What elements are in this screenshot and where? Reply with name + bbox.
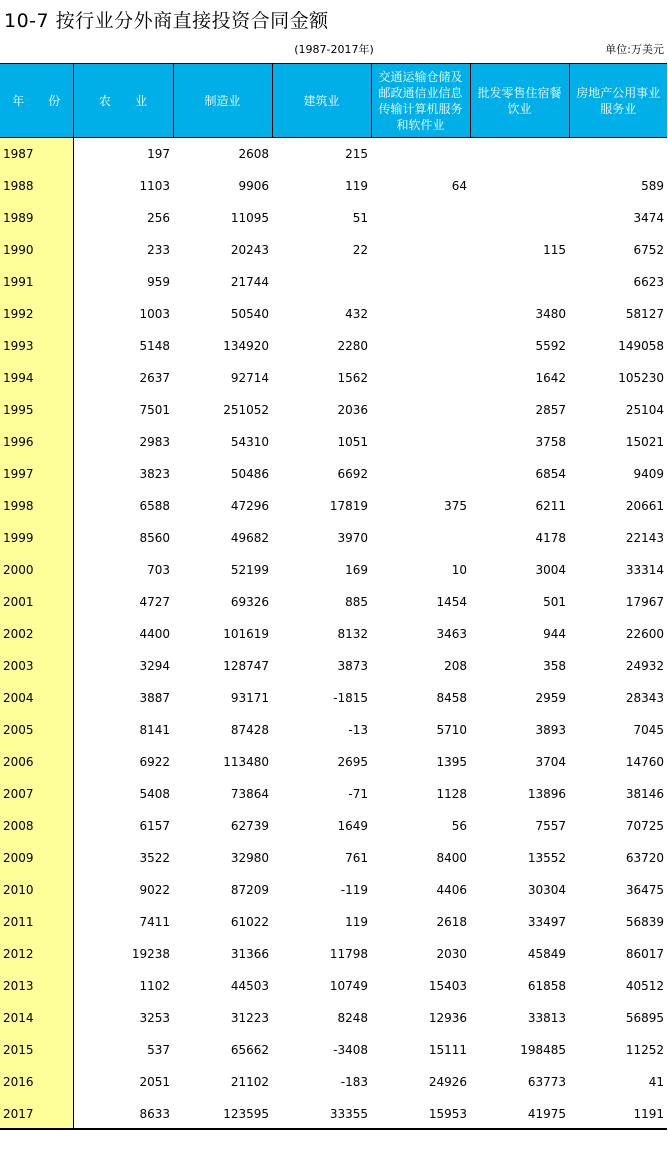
construction-cell: 2280 [337, 339, 368, 353]
manufacturing-cell: 87428 [230, 723, 269, 737]
year-cell: 2014 [0, 1002, 73, 1034]
wholesale-retail-cell: 30304 [527, 883, 566, 897]
real-estate-cell: 20661 [625, 499, 664, 513]
agriculture-cell: 9022 [139, 883, 170, 897]
manufacturing-cell: 134920 [223, 339, 269, 353]
construction-cell: 22 [352, 243, 368, 257]
year-cell: 2001 [0, 586, 73, 618]
table-row [0, 842, 667, 874]
wholesale-retail-cell: 41975 [527, 1107, 566, 1121]
wholesale-retail-cell: 358 [543, 659, 566, 673]
real-estate-cell: 86017 [625, 947, 664, 961]
agriculture-cell: 2983 [139, 435, 170, 449]
agriculture-cell: 256 [147, 211, 170, 225]
header-manufacturing: 制造业 [173, 64, 272, 138]
wholesale-retail-cell: 198485 [520, 1043, 566, 1057]
transport-it-cell: 2618 [436, 915, 467, 929]
real-estate-cell: 1191 [633, 1107, 664, 1121]
construction-cell: -183 [340, 1075, 368, 1089]
real-estate-cell: 22600 [625, 627, 664, 641]
agriculture-cell: 2637 [139, 371, 170, 385]
construction-cell: 2695 [337, 755, 368, 769]
manufacturing-cell: 21744 [230, 275, 269, 289]
year-cell: 1990 [0, 234, 73, 266]
construction-cell: 33355 [329, 1107, 368, 1121]
transport-it-cell [371, 330, 470, 362]
real-estate-cell: 105230 [618, 371, 664, 385]
transport-it-cell: 5710 [436, 723, 467, 737]
real-estate-cell: 28343 [625, 691, 664, 705]
year-cell: 2009 [0, 842, 73, 874]
table-row [0, 970, 667, 1002]
manufacturing-cell: 21102 [230, 1075, 269, 1089]
agriculture-cell: 3823 [139, 467, 170, 481]
table-row [0, 1034, 667, 1066]
wholesale-retail-cell: 7557 [535, 819, 566, 833]
manufacturing-cell: 54310 [230, 435, 269, 449]
construction-cell: 3873 [337, 659, 368, 673]
manufacturing-cell: 32980 [230, 851, 269, 865]
table-row [0, 746, 667, 778]
transport-it-cell: 8400 [436, 851, 467, 865]
agriculture-cell: 3887 [139, 691, 170, 705]
real-estate-cell: 36475 [625, 883, 664, 897]
manufacturing-cell: 73864 [230, 787, 269, 801]
agriculture-cell: 197 [147, 147, 170, 161]
table-row [0, 330, 667, 362]
table-row [0, 202, 667, 234]
transport-it-cell: 1454 [436, 595, 467, 609]
manufacturing-cell: 49682 [230, 531, 269, 545]
real-estate-cell: 11252 [625, 1043, 664, 1057]
year-cell: 2016 [0, 1066, 73, 1098]
real-estate-cell: 33314 [625, 563, 664, 577]
wholesale-retail-cell: 501 [543, 595, 566, 609]
transport-it-cell [371, 138, 470, 171]
wholesale-retail-cell: 2857 [535, 403, 566, 417]
real-estate-cell: 24932 [625, 659, 664, 673]
year-cell: 2002 [0, 618, 73, 650]
manufacturing-cell: 31223 [230, 1011, 269, 1025]
manufacturing-cell: 11095 [230, 211, 269, 225]
real-estate-cell: 25104 [625, 403, 664, 417]
construction-cell: 1649 [337, 819, 368, 833]
wholesale-retail-cell: 3758 [535, 435, 566, 449]
wholesale-retail-cell: 3893 [535, 723, 566, 737]
real-estate-cell: 9409 [633, 467, 664, 481]
manufacturing-cell: 113480 [223, 755, 269, 769]
wholesale-retail-cell [470, 170, 569, 202]
transport-it-cell: 24926 [428, 1075, 467, 1089]
construction-cell: 119 [345, 915, 368, 929]
real-estate-cell: 56839 [625, 915, 664, 929]
year-cell: 2006 [0, 746, 73, 778]
manufacturing-cell: 62739 [230, 819, 269, 833]
year-cell: 2003 [0, 650, 73, 682]
agriculture-cell: 6588 [139, 499, 170, 513]
agriculture-cell: 8633 [139, 1107, 170, 1121]
table-row [0, 810, 667, 842]
transport-it-cell [371, 362, 470, 394]
wholesale-retail-cell: 5592 [535, 339, 566, 353]
construction-cell: -119 [340, 883, 368, 897]
real-estate-cell: 58127 [625, 307, 664, 321]
construction-cell: 432 [345, 307, 368, 321]
wholesale-retail-cell: 1642 [535, 371, 566, 385]
table-row [0, 1098, 667, 1130]
transport-it-cell: 208 [444, 659, 467, 673]
real-estate-cell: 38146 [625, 787, 664, 801]
real-estate-cell: 15021 [625, 435, 664, 449]
agriculture-cell: 537 [147, 1043, 170, 1057]
real-estate-cell: 40512 [625, 979, 664, 993]
agriculture-cell: 1103 [139, 179, 170, 193]
wholesale-retail-cell: 13552 [527, 851, 566, 865]
transport-it-cell [371, 426, 470, 458]
table-row [0, 266, 667, 298]
construction-cell: 1562 [337, 371, 368, 385]
transport-it-cell: 4406 [436, 883, 467, 897]
year-cell: 1987 [0, 138, 73, 171]
manufacturing-cell: 92714 [230, 371, 269, 385]
year-cell: 2007 [0, 778, 73, 810]
table-row [0, 1002, 667, 1034]
manufacturing-cell: 47296 [230, 499, 269, 513]
manufacturing-cell: 128747 [223, 659, 269, 673]
manufacturing-cell: 251052 [223, 403, 269, 417]
transport-it-cell: 56 [451, 819, 467, 833]
real-estate-cell: 7045 [633, 723, 664, 737]
table-row [0, 170, 667, 202]
table-bottom-rule [0, 1128, 667, 1130]
agriculture-cell: 2051 [139, 1075, 170, 1089]
real-estate-cell: 70725 [625, 819, 664, 833]
agriculture-cell: 3294 [139, 659, 170, 673]
construction-cell: 11798 [329, 947, 368, 961]
real-estate-cell [569, 138, 667, 171]
transport-it-cell [371, 266, 470, 298]
table-row [0, 426, 667, 458]
wholesale-retail-cell: 33813 [527, 1011, 566, 1025]
construction-cell: 8248 [337, 1011, 368, 1025]
wholesale-retail-cell [470, 266, 569, 298]
contract-amount-table [0, 63, 667, 1130]
construction-cell: 119 [345, 179, 368, 193]
real-estate-cell: 589 [641, 179, 664, 193]
transport-it-cell [371, 202, 470, 234]
wholesale-retail-cell: 6211 [535, 499, 566, 513]
header-agriculture: 农 业 [73, 64, 173, 138]
transport-it-cell: 10 [451, 563, 467, 577]
transport-it-cell [371, 234, 470, 266]
year-cell: 2011 [0, 906, 73, 938]
agriculture-cell: 233 [147, 243, 170, 257]
table-row [0, 394, 667, 426]
table-row [0, 682, 667, 714]
year-cell: 1988 [0, 170, 73, 202]
year-cell: 1989 [0, 202, 73, 234]
agriculture-cell: 959 [147, 275, 170, 289]
agriculture-cell: 6922 [139, 755, 170, 769]
manufacturing-cell: 123595 [223, 1107, 269, 1121]
construction-cell: 8132 [337, 627, 368, 641]
agriculture-cell: 6157 [139, 819, 170, 833]
table-row [0, 362, 667, 394]
year-cell: 1992 [0, 298, 73, 330]
table-row [0, 650, 667, 682]
agriculture-cell: 1102 [139, 979, 170, 993]
construction-cell: 169 [345, 563, 368, 577]
year-cell: 2000 [0, 554, 73, 586]
table-row [0, 1066, 667, 1098]
real-estate-cell: 6623 [633, 275, 664, 289]
table-row [0, 586, 667, 618]
transport-it-cell: 15953 [428, 1107, 467, 1121]
wholesale-retail-cell: 61858 [527, 979, 566, 993]
manufacturing-cell: 52199 [230, 563, 269, 577]
year-range-subtitle: (1987-2017年) [294, 43, 374, 56]
table-row [0, 938, 667, 970]
real-estate-cell: 17967 [625, 595, 664, 609]
transport-it-cell: 15111 [428, 1043, 467, 1057]
manufacturing-cell: 20243 [230, 243, 269, 257]
real-estate-cell: 6752 [633, 243, 664, 257]
agriculture-cell: 19238 [131, 947, 170, 961]
transport-it-cell: 15403 [428, 979, 467, 993]
header-construction: 建筑业 [272, 64, 371, 138]
agriculture-cell: 8141 [139, 723, 170, 737]
year-cell: 1994 [0, 362, 73, 394]
construction-cell: 10749 [329, 979, 368, 993]
manufacturing-cell: 93171 [230, 691, 269, 705]
year-cell: 2004 [0, 682, 73, 714]
year-cell: 1995 [0, 394, 73, 426]
transport-it-cell [371, 458, 470, 490]
year-cell: 1997 [0, 458, 73, 490]
table-row [0, 778, 667, 810]
real-estate-cell: 149058 [618, 339, 664, 353]
year-cell: 2015 [0, 1034, 73, 1066]
agriculture-cell: 5148 [139, 339, 170, 353]
header-transport-it: 交通运输仓储及邮政通信业信息传输计算机服务和软件业 [371, 64, 470, 138]
wholesale-retail-cell [470, 202, 569, 234]
agriculture-cell: 7501 [139, 403, 170, 417]
manufacturing-cell: 9906 [238, 179, 269, 193]
unit-label: 单位:万美元 [605, 43, 664, 56]
transport-it-cell: 2030 [436, 947, 467, 961]
year-cell: 1999 [0, 522, 73, 554]
year-cell: 2017 [0, 1098, 73, 1130]
transport-it-cell [371, 522, 470, 554]
wholesale-retail-cell [470, 138, 569, 171]
transport-it-cell: 3463 [436, 627, 467, 641]
header-real-estate: 房地产公用事业服务业 [569, 64, 667, 138]
transport-it-cell [371, 394, 470, 426]
manufacturing-cell: 101619 [223, 627, 269, 641]
wholesale-retail-cell: 3480 [535, 307, 566, 321]
year-cell: 2010 [0, 874, 73, 906]
agriculture-cell: 4727 [139, 595, 170, 609]
manufacturing-cell: 87209 [230, 883, 269, 897]
real-estate-cell: 63720 [625, 851, 664, 865]
wholesale-retail-cell: 2959 [535, 691, 566, 705]
wholesale-retail-cell: 63773 [527, 1075, 566, 1089]
year-cell: 1996 [0, 426, 73, 458]
transport-it-cell [371, 298, 470, 330]
year-cell: 1993 [0, 330, 73, 362]
year-cell: 2013 [0, 970, 73, 1002]
agriculture-cell: 7411 [139, 915, 170, 929]
table-row [0, 490, 667, 522]
construction-cell: 51 [352, 211, 368, 225]
wholesale-retail-cell: 3704 [535, 755, 566, 769]
year-cell: 2008 [0, 810, 73, 842]
header-year: 年 份 [0, 64, 73, 138]
construction-cell: 3970 [337, 531, 368, 545]
manufacturing-cell: 44503 [230, 979, 269, 993]
construction-cell: 17819 [329, 499, 368, 513]
construction-cell [272, 266, 371, 298]
wholesale-retail-cell: 944 [543, 627, 566, 641]
construction-cell: 215 [345, 147, 368, 161]
agriculture-cell: 8560 [139, 531, 170, 545]
table-row [0, 458, 667, 490]
wholesale-retail-cell: 4178 [535, 531, 566, 545]
table-body [0, 138, 667, 1131]
transport-it-cell: 375 [444, 499, 467, 513]
transport-it-cell: 8458 [436, 691, 467, 705]
transport-it-cell: 12936 [428, 1011, 467, 1025]
agriculture-cell: 4400 [139, 627, 170, 641]
construction-cell: 761 [345, 851, 368, 865]
table-row [0, 554, 667, 586]
agriculture-cell: 5408 [139, 787, 170, 801]
wholesale-retail-cell: 13896 [527, 787, 566, 801]
manufacturing-cell: 31366 [230, 947, 269, 961]
table-row [0, 906, 667, 938]
real-estate-cell: 41 [648, 1075, 664, 1089]
year-cell: 1998 [0, 490, 73, 522]
manufacturing-cell: 61022 [230, 915, 269, 929]
manufacturing-cell: 65662 [230, 1043, 269, 1057]
real-estate-cell: 22143 [625, 531, 664, 545]
construction-cell: -71 [348, 787, 368, 801]
manufacturing-cell: 50486 [230, 467, 269, 481]
construction-cell: -1815 [333, 691, 368, 705]
table-row [0, 714, 667, 746]
agriculture-cell: 3522 [139, 851, 170, 865]
construction-cell: 2036 [337, 403, 368, 417]
header-row [0, 64, 667, 138]
table-row [0, 522, 667, 554]
construction-cell: 1051 [337, 435, 368, 449]
real-estate-cell: 56895 [625, 1011, 664, 1025]
transport-it-cell: 64 [451, 179, 467, 193]
table-row [0, 234, 667, 266]
header-wholesale-retail: 批发零售住宿餐饮业 [470, 64, 569, 138]
wholesale-retail-cell: 33497 [527, 915, 566, 929]
page-title: 10-7 按行业分外商直接投资合同金额 [4, 10, 329, 32]
construction-cell: 885 [345, 595, 368, 609]
year-cell: 1991 [0, 266, 73, 298]
table-row [0, 298, 667, 330]
real-estate-cell: 3474 [633, 211, 664, 225]
agriculture-cell: 3253 [139, 1011, 170, 1025]
transport-it-cell: 1128 [436, 787, 467, 801]
manufacturing-cell: 50540 [230, 307, 269, 321]
table-row [0, 138, 667, 171]
agriculture-cell: 1003 [139, 307, 170, 321]
wholesale-retail-cell: 45849 [527, 947, 566, 961]
wholesale-retail-cell: 115 [543, 243, 566, 257]
year-cell: 2005 [0, 714, 73, 746]
construction-cell: 6692 [337, 467, 368, 481]
wholesale-retail-cell: 3004 [535, 563, 566, 577]
manufacturing-cell: 2608 [238, 147, 269, 161]
manufacturing-cell: 69326 [230, 595, 269, 609]
transport-it-cell: 1395 [436, 755, 467, 769]
table-row [0, 874, 667, 906]
year-cell: 2012 [0, 938, 73, 970]
agriculture-cell: 703 [147, 563, 170, 577]
table-row [0, 618, 667, 650]
real-estate-cell: 14760 [625, 755, 664, 769]
construction-cell: -13 [348, 723, 368, 737]
construction-cell: -3408 [333, 1043, 368, 1057]
wholesale-retail-cell: 6854 [535, 467, 566, 481]
